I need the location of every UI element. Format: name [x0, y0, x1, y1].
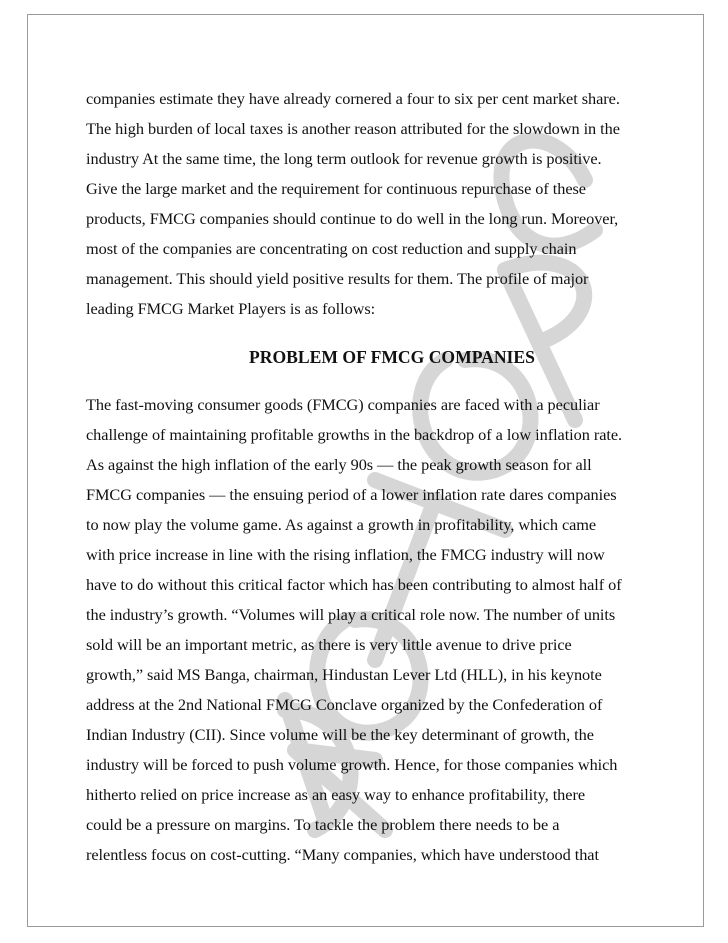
text-line: FMCG companies — the ensuing period of a lower inflation rate dares companies	[86, 485, 617, 504]
text-line: sold will be an important metric, as there is very little avenue to drive price	[86, 635, 572, 654]
text-line: Indian Industry (CII). Since volume will be the key determinant of growth, the	[86, 725, 594, 744]
text-line: As against the high inflation of the early 90s — the peak growth season for all	[86, 455, 592, 474]
text-line: challenge of maintaining profitable growths in the backdrop of a low inflation rate.	[86, 425, 623, 444]
text-line: the industry’s growth. “Volumes will play a critical role now. The number of units	[86, 605, 616, 624]
text-line: industry will be forced to push volume growth. Hence, for those companies which	[86, 755, 618, 774]
text-line: have to do without this critical factor which has been contributing to almost half of	[86, 575, 622, 594]
text-line: with price increase in line with the rising inflation, the FMCG industry will now	[86, 545, 605, 564]
text-line: leading FMCG Market Players is as follows:	[86, 299, 376, 318]
text-line: companies estimate they have already cornered a four to six per cent market share.	[86, 89, 620, 108]
paragraph-1	[86, 84, 652, 324]
text-line: most of the companies are concentrating on cost reduction and supply chain	[86, 239, 577, 258]
text-line: could be a pressure on margins. To tackle the problem there needs to be a	[86, 815, 560, 834]
text-line: growth,” said MS Banga, chairman, Hindustan Lever Ltd (HLL), in his keynote	[86, 665, 602, 684]
text-line: to now play the volume game. As against a growth in profitability, which came	[86, 515, 597, 534]
text-line: management. This should yield positive results for them. The profile of major	[86, 269, 589, 288]
text-line: The high burden of local taxes is another reason attributed for the slowdown in the	[86, 119, 620, 138]
text-line: relentless focus on cost-cutting. “Many companies, which have understood that	[86, 845, 599, 864]
paragraph-2	[86, 390, 652, 870]
text-line: The fast-moving consumer goods (FMCG) companies are faced with a peculiar	[86, 395, 600, 414]
text-line: industry At the same time, the long term outlook for revenue growth is positive.	[86, 149, 602, 168]
text-line: hitherto relied on price increase as an easy way to enhance profitability, there	[86, 785, 585, 804]
text-line: products, FMCG companies should continue to do well in the long run. Moreover,	[86, 209, 619, 228]
section-heading: PROBLEM OF FMCG COMPANIES	[249, 347, 535, 367]
text-line: Give the large market and the requirement for continuous repurchase of these	[86, 179, 586, 198]
text-line: address at the 2nd National FMCG Conclave organized by the Confederation of	[86, 695, 603, 714]
